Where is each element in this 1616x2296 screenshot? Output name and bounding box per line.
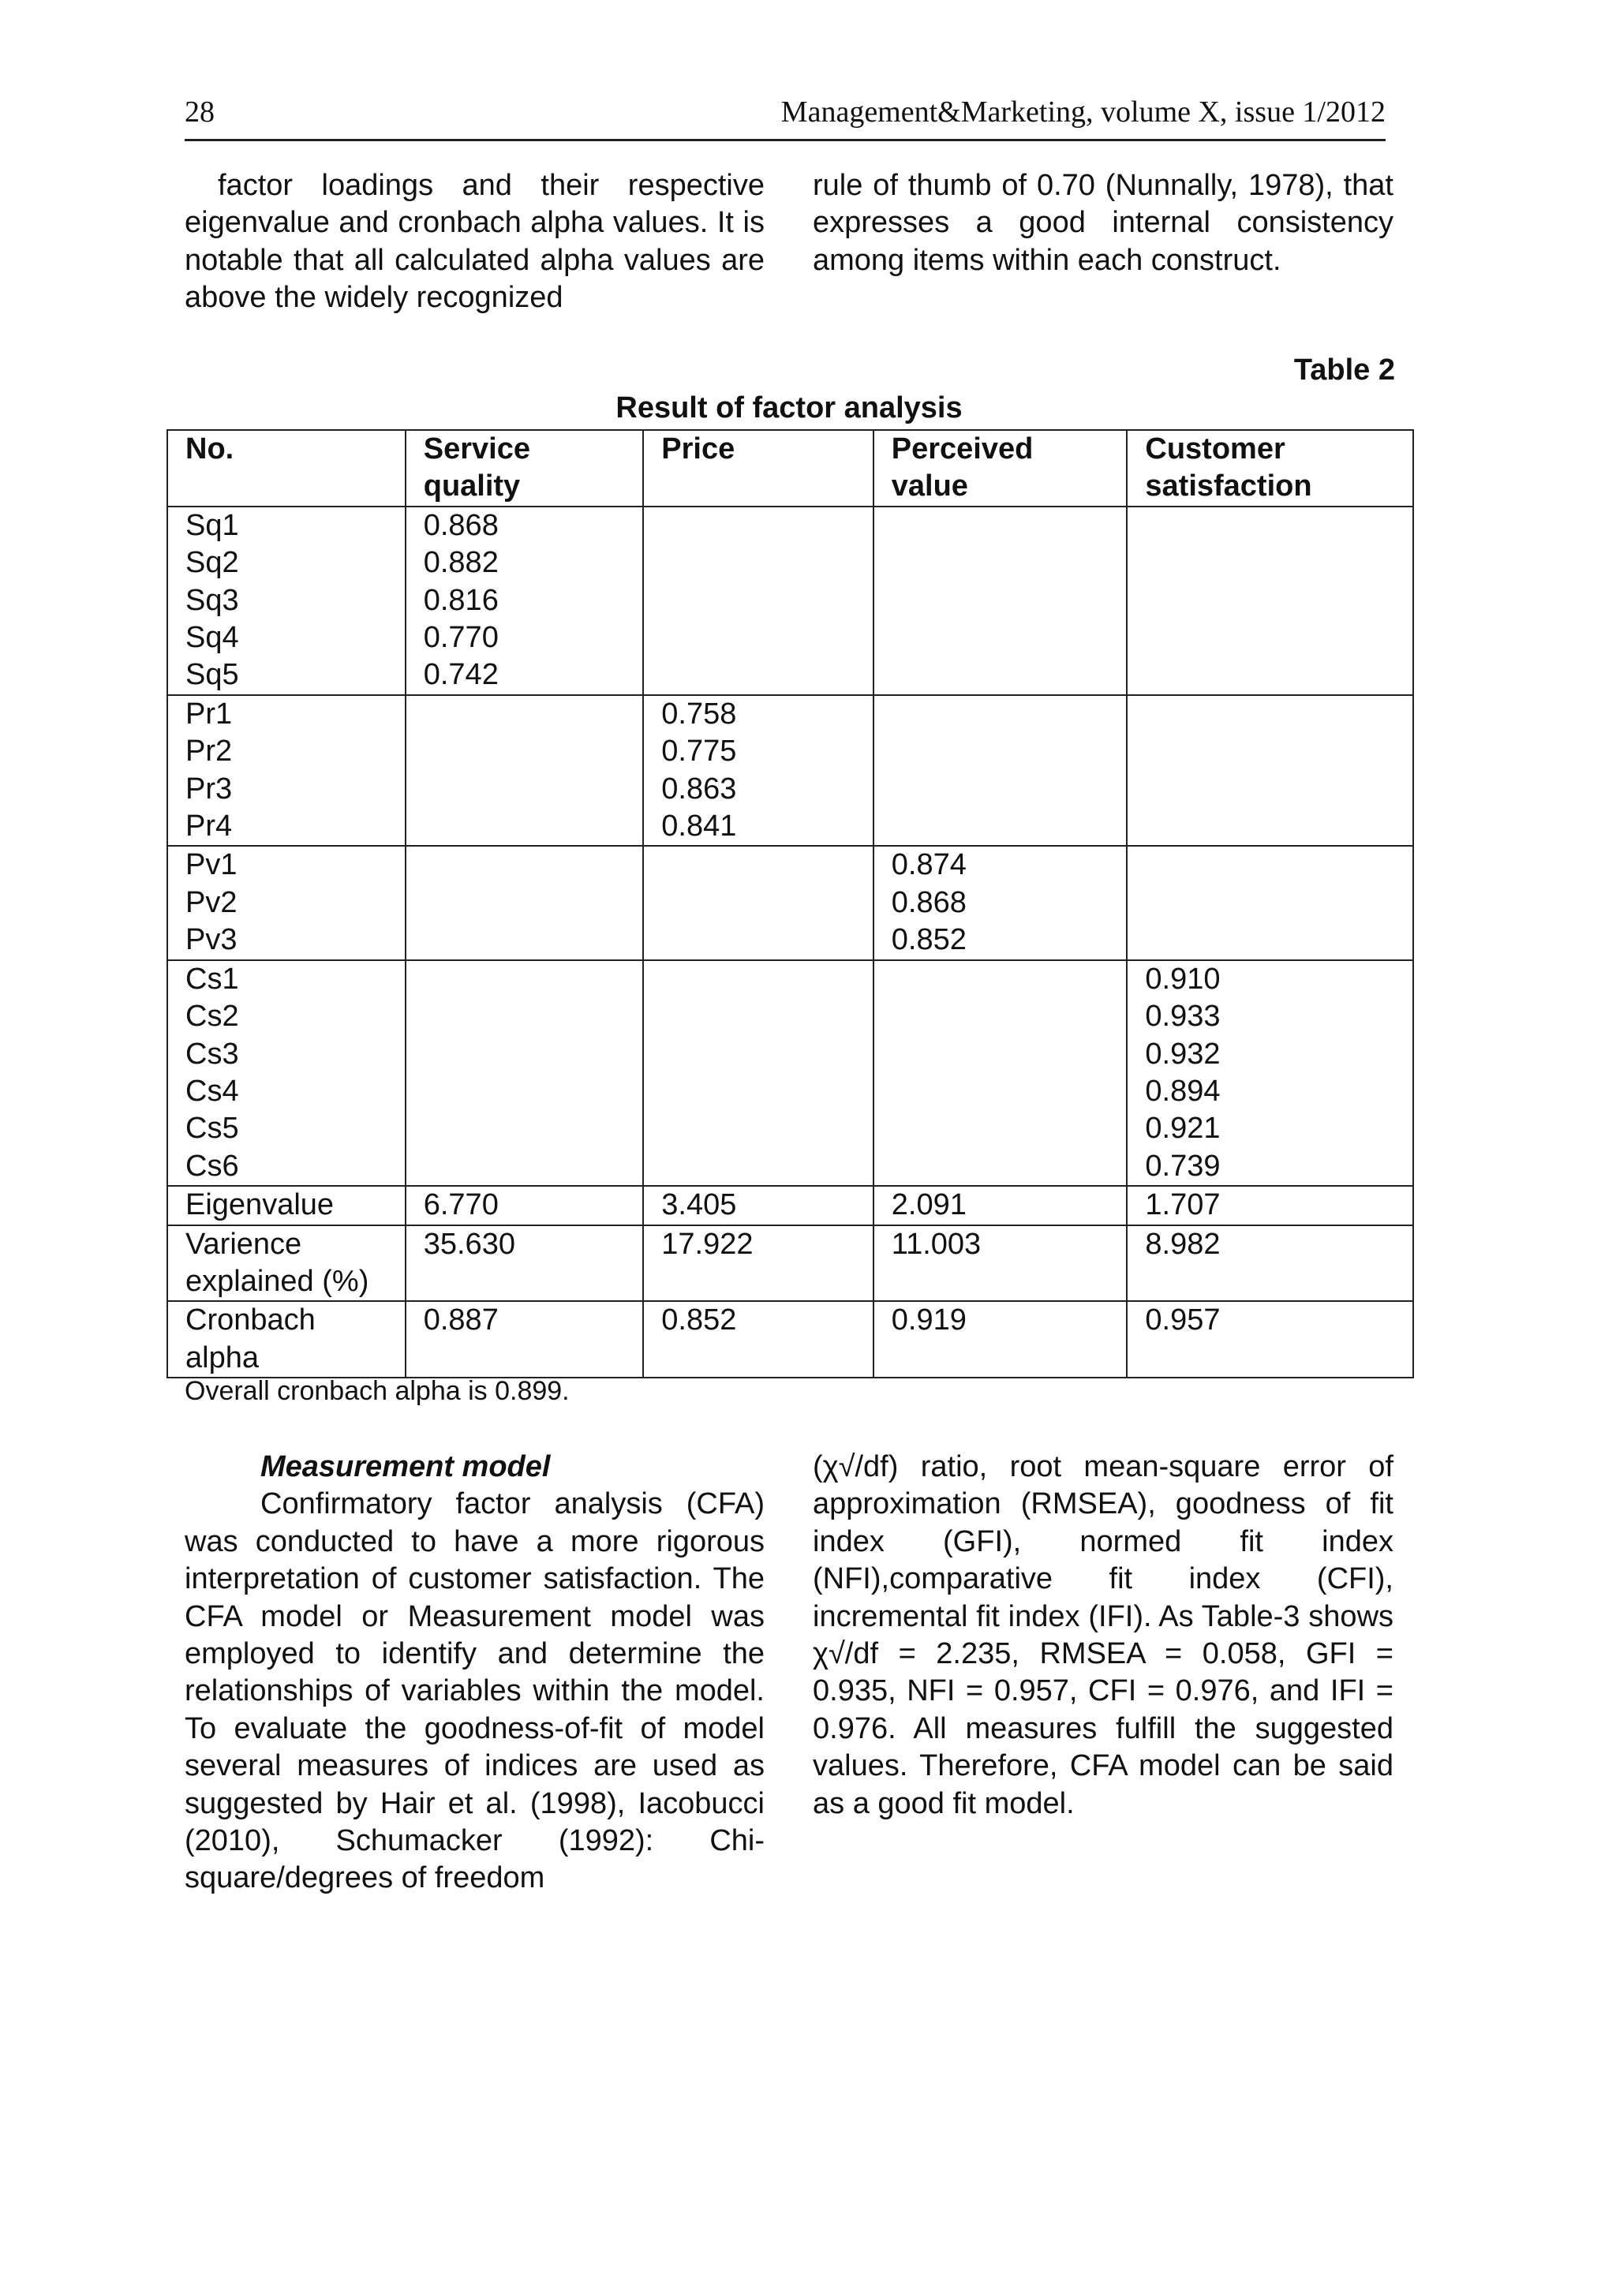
item-name: Pv3 [185, 923, 238, 957]
text-line: (NFI),comparative fit index (CFI), [813, 1562, 1393, 1596]
loading-cell [873, 695, 1128, 847]
item-names-cell [167, 960, 406, 1186]
item-name: Pv2 [185, 885, 238, 919]
summary-label [167, 1301, 406, 1378]
section-heading: Measurement model [260, 1450, 551, 1483]
header-line: Service [423, 432, 530, 466]
item-group-row [167, 507, 1413, 695]
loading-value: 0.742 [423, 658, 499, 692]
text-line: are used as suggested by Hair et al. [185, 1749, 765, 1820]
text-line: model can be said as a good fit model. [813, 1749, 1393, 1820]
table-header-row [167, 430, 1413, 507]
loading-value: 0.868 [423, 508, 499, 542]
text-line: (1998), Iacobucci (2010), Schumacker [185, 1786, 765, 1858]
item-name: Sq1 [185, 508, 239, 542]
item-name: Pv1 [185, 848, 238, 882]
loading-value: 0.868 [891, 885, 967, 919]
measurement-right-column [813, 1449, 1393, 1823]
text-line: that expresses a good internal [813, 169, 1393, 240]
loading-cell [643, 846, 873, 959]
text-line: (χ√/df) ratio, root mean-square error of [813, 1450, 1393, 1483]
loading-value: 0.882 [423, 546, 499, 580]
loading-value: 0.921 [1145, 1112, 1221, 1146]
summary-value: 8.982 [1127, 1225, 1413, 1302]
running-header [185, 88, 1386, 141]
table-title: Result of factor analysis [615, 391, 963, 424]
text-line: and IFI = 0.976. All measures fulfill the [813, 1674, 1393, 1745]
item-name: Cs6 [185, 1149, 239, 1183]
table-label: Table 2 [1293, 353, 1395, 387]
header-line: Perceived [891, 432, 1034, 466]
summary-value: 6.770 [406, 1186, 644, 1225]
loading-cell [1127, 507, 1413, 695]
loading-cell [1127, 695, 1413, 847]
item-name: Pr4 [185, 810, 233, 843]
summary-value: 0.852 [643, 1301, 873, 1378]
text-line: It is notable that all calculated alpha [185, 206, 765, 277]
item-group-row [167, 846, 1413, 959]
text-line: factor loadings and their respective [218, 169, 765, 202]
loading-value: 0.874 [891, 848, 967, 882]
loading-cell [643, 507, 873, 695]
summary-label-line: explained (%) [185, 1264, 369, 1298]
text-line: consistency among items within each [813, 206, 1393, 277]
loading-value: 0.852 [891, 923, 967, 957]
summary-value: 0.919 [873, 1301, 1128, 1378]
intro-right-column [813, 167, 1393, 279]
summary-value: 0.957 [1127, 1301, 1413, 1378]
summary-value: 2.091 [873, 1186, 1128, 1225]
item-names-cell [167, 507, 406, 695]
item-name: Pr1 [185, 697, 233, 731]
loading-value: 0.770 [423, 621, 499, 655]
measurement-left-paragraph [185, 1486, 765, 1897]
item-name: Sq4 [185, 621, 239, 655]
item-names-cell [167, 695, 406, 847]
text-line: was conducted to have a more rigorous [185, 1524, 765, 1558]
text-line: (1992): Chi-square/degrees of freedom [185, 1824, 765, 1895]
loading-value: 0.841 [661, 810, 737, 843]
item-name: Cs3 [185, 1037, 239, 1071]
summary-label-line: Cronbach [185, 1303, 316, 1337]
loading-value: 0.894 [1145, 1074, 1221, 1108]
text-line: The CFA model or Measurement model [185, 1562, 765, 1633]
loading-cell [406, 507, 644, 695]
summary-label-line: Varience [185, 1227, 302, 1261]
measurement-left-column [185, 1449, 765, 1898]
loading-cell [406, 846, 644, 959]
summary-value: 35.630 [406, 1225, 644, 1302]
loading-cell [643, 960, 873, 1186]
text-line: the relationships of variables within the [185, 1637, 765, 1708]
item-name: Sq2 [185, 546, 239, 580]
loading-cell [1127, 960, 1413, 1186]
summary-row [167, 1301, 1413, 1378]
text-line: GFI = 0.935, NFI = 0.957, CFI = 0.976, [813, 1637, 1394, 1708]
loading-cell [406, 695, 644, 847]
text-line: suggested values. Therefore, CFA [813, 1711, 1394, 1783]
text-line: values are above the widely recognized [185, 243, 765, 315]
summary-value: 17.922 [643, 1225, 873, 1302]
summary-label-line: Eigenvalue [185, 1188, 335, 1222]
page-number: 28 [185, 95, 215, 129]
loading-cell [1127, 846, 1413, 959]
text-line: index (GFI), normed fit index [813, 1524, 1393, 1558]
item-name: Cs4 [185, 1074, 239, 1108]
journal-title: Management&Marketing, volume X, issue 1/2012 [780, 95, 1386, 129]
item-names-cell [167, 846, 406, 959]
loading-value: 0.933 [1145, 1000, 1221, 1034]
summary-label-line: alpha [185, 1341, 259, 1374]
intro-right-paragraph [813, 167, 1393, 279]
loading-value: 0.758 [661, 697, 737, 731]
summary-row [167, 1186, 1413, 1225]
measurement-right-paragraph [813, 1449, 1393, 1823]
item-group-row [167, 960, 1413, 1186]
summary-label [167, 1186, 406, 1225]
text-line: construct. [1150, 243, 1281, 277]
intro-left-column [185, 167, 765, 317]
item-name: Cs2 [185, 1000, 239, 1034]
column-header [406, 430, 644, 507]
item-name: Sq5 [185, 658, 239, 692]
column-header [873, 430, 1128, 507]
factor-analysis-table [166, 429, 1414, 1378]
header-line: Customer [1145, 432, 1285, 466]
text-line: shows χ√/df = 2.235, RMSEA = 0.058, [813, 1599, 1394, 1671]
column-header [1127, 430, 1413, 507]
header-line: value [891, 469, 968, 503]
loading-cell [873, 507, 1128, 695]
text-line: Confirmatory factor analysis (CFA) [260, 1487, 765, 1521]
loading-value: 0.910 [1145, 962, 1221, 996]
header-line: satisfaction [1145, 469, 1312, 503]
loading-cell [873, 846, 1128, 959]
intro-left-paragraph [185, 167, 765, 317]
loading-cell [643, 695, 873, 847]
loading-value: 0.775 [661, 735, 737, 768]
text-line: interpretation of customer satisfaction. [185, 1562, 702, 1596]
item-name: Sq3 [185, 583, 239, 617]
table-note: Overall cronbach alpha is 0.899. [185, 1376, 570, 1406]
column-header [643, 430, 873, 507]
text-line: eigenvalue and cronbach alpha values. [185, 206, 709, 240]
item-name: Cs5 [185, 1112, 239, 1146]
loading-cell [406, 960, 644, 1186]
loading-value: 0.739 [1145, 1149, 1221, 1183]
loading-value: 0.816 [423, 583, 499, 617]
text-line: model. To evaluate the goodness-of-fit [185, 1674, 765, 1745]
summary-row [167, 1225, 1413, 1302]
text-line: approximation (RMSEA), goodness of fit [813, 1487, 1393, 1521]
header-line: quality [423, 469, 521, 503]
text-line: was employed to identify and determine [185, 1599, 765, 1671]
column-header [167, 430, 406, 507]
summary-value: 11.003 [873, 1225, 1128, 1302]
header-line: Price [661, 432, 735, 466]
item-name: Pr3 [185, 772, 233, 806]
item-name: Cs1 [185, 962, 239, 996]
summary-value: 3.405 [643, 1186, 873, 1225]
text-line: incremental fit index (IFI). As Table-3 [813, 1599, 1300, 1633]
text-line: rule of thumb of 0.70 (Nunnally, 1978), [813, 169, 1334, 202]
summary-value: 0.887 [406, 1301, 644, 1378]
header-line: No. [185, 432, 234, 466]
loading-value: 0.863 [661, 772, 737, 806]
summary-label [167, 1225, 406, 1302]
item-name: Pr2 [185, 735, 233, 768]
summary-value: 1.707 [1127, 1186, 1413, 1225]
loading-value: 0.932 [1145, 1037, 1221, 1071]
loading-cell [873, 960, 1128, 1186]
text-line: of model several measures of indices [185, 1711, 765, 1783]
item-group-row [167, 695, 1413, 847]
